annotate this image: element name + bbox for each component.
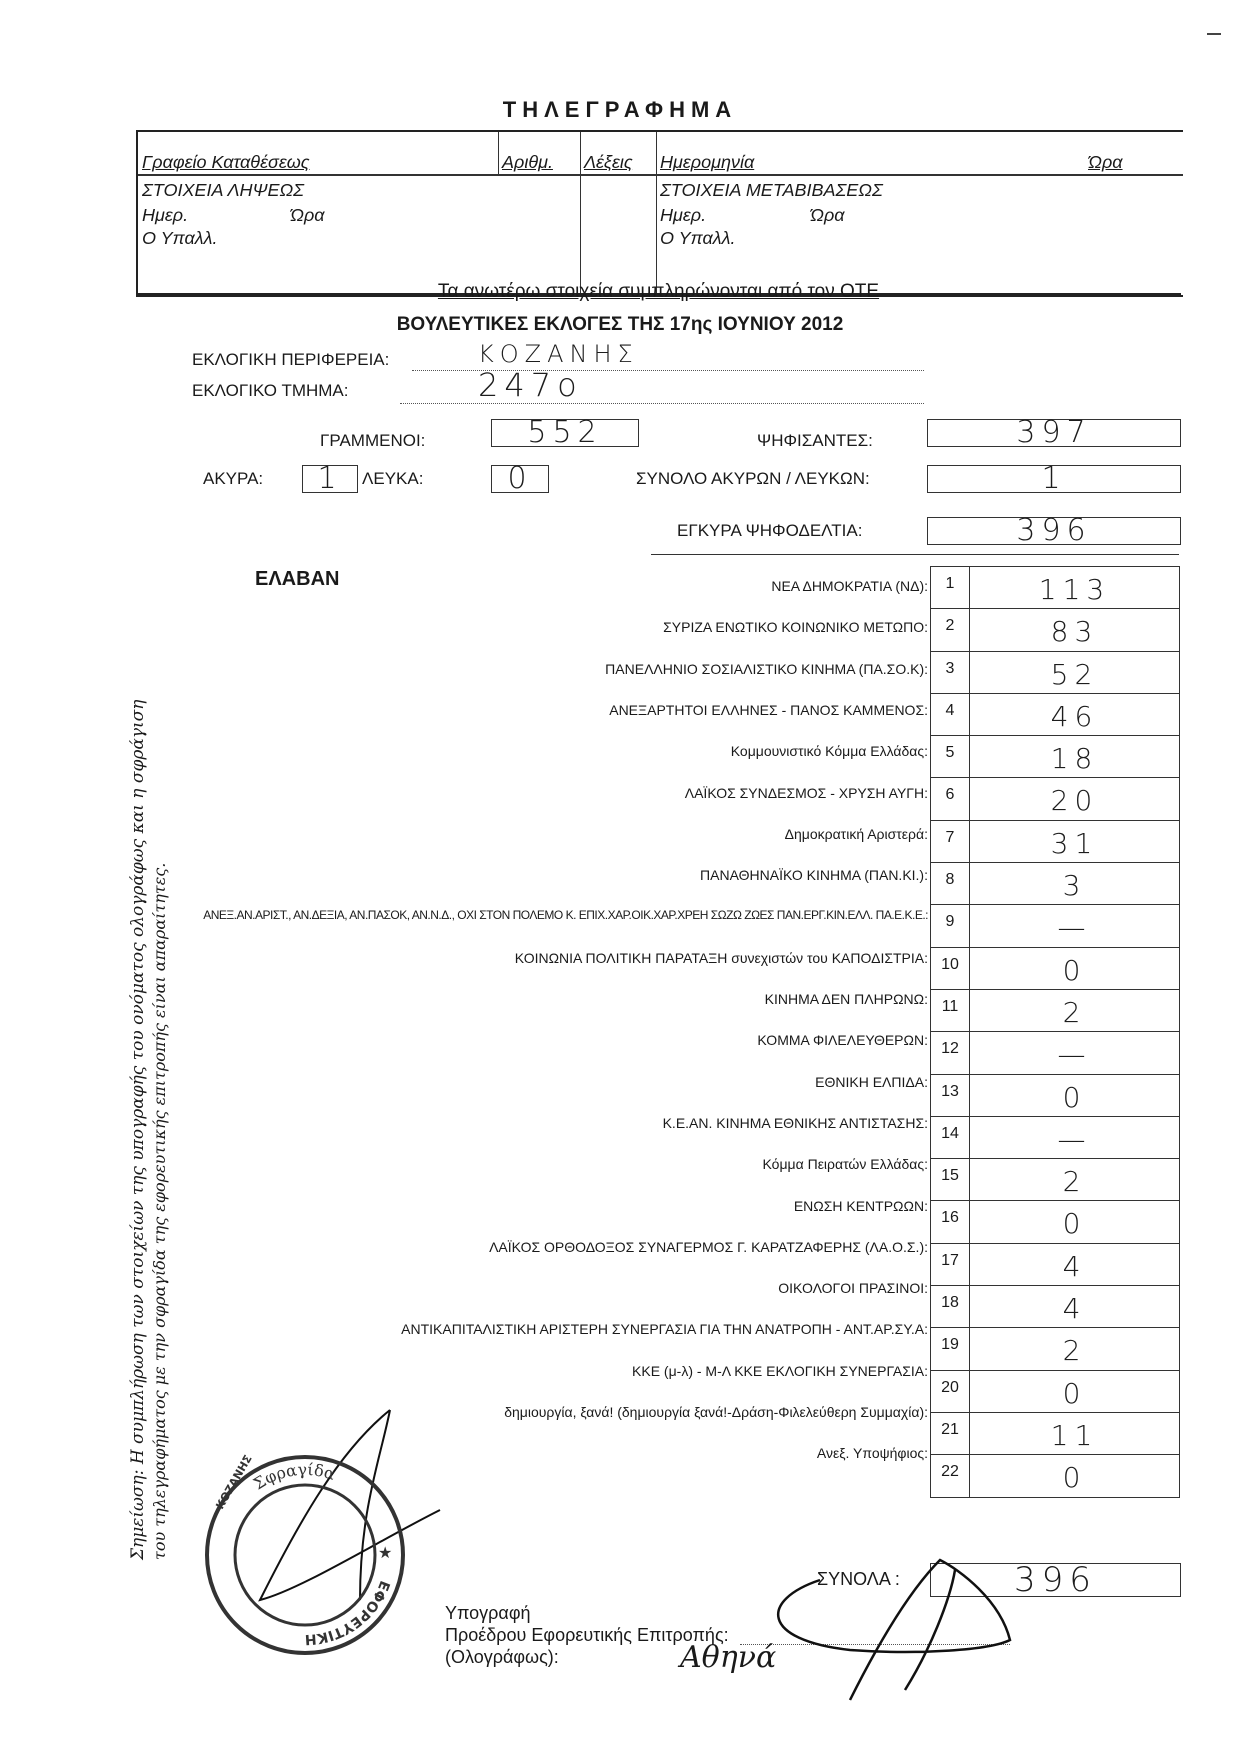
stamp-seal <box>200 1450 410 1660</box>
party-number: 4 <box>931 694 970 735</box>
party-name: ΑΝΤΙΚΑΠΙΤΑΛΙΣΤΙΚΗ ΑΡΙΣΤΕΡΗ ΣΥΝΕΡΓΑΣΙΑ ΓΙΑ ΤΗΝ ΑΝΑΤΡΟΠΗ - ΑΝΤ.ΑΡ.ΣΥ.Α: <box>401 1321 928 1338</box>
transmission-date-label: Ημερ. <box>660 205 707 225</box>
invalid-label: ΑΚΥΡΑ: <box>203 469 264 488</box>
stamp-text-top: Σφραγίδα <box>249 1459 338 1494</box>
valid-ballots-label: ΕΓΚΥΡΑ ΨΗΦΟΔΕΛΤΙΑ: <box>677 521 863 540</box>
party-name: Δημοκρατική Αριστερά: <box>784 825 928 842</box>
receipt-time-label: Ώρα <box>290 205 325 225</box>
election-title: ΒΟΥΛΕΥΤΙΚΕΣ ΕΚΛΟΓΕΣ ΤΗΣ 17ης ΙΟΥΝΙΟΥ 2012 <box>396 314 844 335</box>
region-label: ΕΚΛΟΓΙΚΗ ΠΕΡΙΦΕΡΕΙΑ: <box>192 350 390 369</box>
party-number: 20 <box>931 1371 970 1412</box>
party-name: ΛΑΪΚΟΣ ΣΥΝΔΕΣΜΟΣ - ΧΡΥΣΗ ΑΥΓΗ: <box>684 784 928 801</box>
signature-line3: (Ολογράφως): <box>445 1647 559 1667</box>
words-label: Λέξεις <box>584 152 633 172</box>
party-votes[interactable]: 3 <box>1062 869 1087 903</box>
party-name: ΑΝΕΞΑΡΤΗΤΟΙ ΕΛΛΗΝΕΣ - ΠΑΝΟΣ ΚΑΜΜΕΝΟΣ: <box>609 701 928 718</box>
section-label: ΕΚΛΟΓΙΚΟ ΤΜΗΜΑ: <box>192 381 349 400</box>
office-label: Γραφείο Καταθέσεως <box>142 152 310 172</box>
party-votes[interactable]: 4 <box>1062 1292 1087 1326</box>
party-name: ΑΝΕΞ.ΑΝ.ΑΡΙΣΤ., ΑΝ.ΔΕΞΙΑ, ΑΝ.ΠΑΣΟΚ, ΑΝ.Ν.Δ., ΟΧΙ ΣΤΟΝ ΠΟΛΕΜΟ Κ. ΕΠΙΧ.ΧΑΡ.ΟΙΚ.ΧΑΡ.ΧΡΕΗ ΣΩΖΩ ΖΩΕΣ ΠΑΝ.ΕΡΓ.ΚΙΝ.ΕΛΛ. ΠΑ.Ε.Κ.Ε.: <box>203 908 928 923</box>
party-name: ΛΑΪΚΟΣ ΟΡΘΟΔΟΞΟΣ ΣΥΝΑΓΕΡΜΟΣ Γ. ΚΑΡΑΤΖΑΦΕΡΗΣ (ΛΑ.Ο.Σ.): <box>489 1238 928 1255</box>
party-number: 5 <box>931 736 970 777</box>
party-votes[interactable]: — <box>1057 1122 1092 1156</box>
region-value[interactable]: ΚΟΖΑΝΗΣ <box>478 340 639 368</box>
party-number: 9 <box>931 905 970 946</box>
party-votes[interactable]: 20 <box>1050 784 1099 818</box>
party-votes[interactable]: 2 <box>1062 1165 1087 1199</box>
invalid-blank-total-label: ΣΥΝΟΛΟ ΑΚΥΡΩΝ / ΛΕΥΚΩΝ: <box>636 469 870 488</box>
receipt-date-label: Ημερ. <box>142 205 189 225</box>
date-label: Ημερομηνία <box>660 152 755 172</box>
party-name: ΚΟΙΝΩΝΙΑ ΠΟΛΙΤΙΚΗ ΠΑΡΑΤΑΞΗ συνεχιστών του ΚΑΠΟΔΙΣΤΡΙΑ: <box>514 949 928 966</box>
stamp-inner-ring <box>235 1485 375 1625</box>
party-number: 16 <box>931 1201 970 1242</box>
registered-value: 552 <box>527 415 603 450</box>
party-number: 8 <box>931 863 970 904</box>
party-number: 11 <box>931 990 970 1031</box>
star-icon: ★ <box>378 1545 393 1562</box>
party-number: 22 <box>931 1455 970 1496</box>
stamp-text-left: ΚΟΖΑΝΗΣ <box>213 1452 255 1512</box>
party-votes[interactable]: 2 <box>1062 995 1087 1029</box>
party-votes[interactable]: 4 <box>1062 1249 1087 1283</box>
signature-scribble <box>778 1560 1010 1700</box>
section-value[interactable]: 247ο <box>478 366 583 404</box>
ote-note-text: Τα ανωτέρω στοιχεία συμπληρώνονται από τον ΟΤΕ <box>437 281 880 302</box>
voted-value: 397 <box>1016 415 1092 450</box>
voted-label: ΨΗΦΙΣΑΝΤΕΣ: <box>757 431 873 450</box>
signature-line2: Προέδρου Εφορευτικής Επιτροπής: <box>445 1625 729 1645</box>
party-number: 2 <box>931 609 970 650</box>
party-name: ΚΟΜΜΑ ΦΙΛΕΛΕΥΘΕΡΩΝ: <box>757 1032 928 1049</box>
blank-value: 0 <box>507 461 533 496</box>
party-number: 18 <box>931 1286 970 1327</box>
side-note-line1: Σημείωση: Η συμπλήρωση των στοιχείων της υπογραφής του ονόματος ολογράφως και η σφράγιση <box>128 699 148 1560</box>
party-votes[interactable]: 0 <box>1062 1376 1087 1410</box>
party-name: ΟΙΚΟΛΟΓΟΙ ΠΡΑΣΙΝΟΙ: <box>778 1280 928 1297</box>
results-heading: ΕΛΑΒΑΝ <box>255 568 340 590</box>
party-votes[interactable]: — <box>1057 1038 1092 1072</box>
signature-handwritten-name[interactable]: Αθηνά <box>680 1640 777 1675</box>
party-votes[interactable]: 2 <box>1062 1334 1087 1368</box>
invalid-value: 1 <box>317 461 343 496</box>
party-number: 13 <box>931 1075 970 1116</box>
party-votes[interactable]: 0 <box>1062 1207 1087 1241</box>
party-name: Κόμμα Πειρατών Ελλάδας: <box>762 1156 928 1173</box>
time-label: Ώρα <box>1088 152 1123 172</box>
party-name: Κομμουνιστικό Κόμμα Ελλάδας: <box>730 743 928 760</box>
document-title: ΤΗΛΕΓΡΑΦΗΜΑ <box>502 97 738 122</box>
party-votes[interactable]: 11 <box>1050 1418 1099 1452</box>
party-number: 7 <box>931 821 970 862</box>
receipt-clerk-label: Ο Υπαλλ. <box>142 228 218 248</box>
party-number: 19 <box>931 1328 970 1369</box>
party-votes[interactable]: 0 <box>1062 1461 1087 1495</box>
party-votes[interactable]: — <box>1057 911 1092 945</box>
party-number: 17 <box>931 1244 970 1285</box>
party-name: ΚΙΝΗΜΑ ΔΕΝ ΠΛΗΡΩΝΩ: <box>764 991 928 1007</box>
stamp-text-bottom: ΕΦΟΡΕΥΤΙΚΗ <box>304 1578 393 1648</box>
signature-line1: Υπογραφή <box>445 1603 531 1623</box>
party-name: ΚΚΕ (μ-λ) - Μ-Λ ΚΚΕ ΕΚΛΟΓΙΚΗ ΣΥΝΕΡΓΑΣΙΑ: <box>632 1362 928 1379</box>
blank-label: ΛΕΥΚΑ: <box>362 469 424 488</box>
invalid-blank-total-value: 1 <box>1041 461 1067 496</box>
party-number: 21 <box>931 1413 970 1454</box>
party-name: Ανεξ. Υποψήφιος: <box>816 1445 928 1462</box>
party-name: ΕΝΩΣΗ ΚΕΝΤΡΩΩΝ: <box>793 1197 928 1214</box>
party-name: ΠΑΝΕΛΛΗΝΙΟ ΣΟΣΙΑΛΙΣΤΙΚΟ ΚΙΝΗΜΑ (ΠΑ.ΣΟ.Κ): <box>605 660 928 677</box>
transmission-time-label: Ώρα <box>810 205 845 225</box>
party-number: 3 <box>931 652 970 693</box>
party-number: 1 <box>931 567 970 608</box>
party-votes[interactable]: 18 <box>1050 742 1099 776</box>
party-number: 10 <box>931 948 970 989</box>
transmission-clerk-label: Ο Υπαλλ. <box>660 228 736 248</box>
party-name: ΕΘΝΙΚΗ ΕΛΠΙΔΑ: <box>815 1073 928 1090</box>
side-note-line2: του τηλεγραφήματος με την σφραγίδα της εφορευτικής επιτροπής είναι απαραίτητες. <box>150 862 169 1560</box>
valid-ballots-value: 396 <box>1016 513 1092 548</box>
party-name: ΠΑΝΑΘΗΝΑΪΚΟ ΚΙΝΗΜΑ (ΠΑΝ.ΚΙ.): <box>700 867 928 884</box>
receipt-heading: ΣΤΟΙΧΕΙΑ ΛΗΨΕΩΣ <box>142 180 304 200</box>
party-votes[interactable]: 52 <box>1050 657 1099 691</box>
number-label: Αριθμ. <box>502 152 553 172</box>
party-number: 14 <box>931 1117 970 1158</box>
party-votes[interactable]: 0 <box>1062 1080 1087 1114</box>
party-votes[interactable]: 83 <box>1050 615 1099 649</box>
party-number: 6 <box>931 778 970 819</box>
party-votes[interactable]: 113 <box>1038 573 1111 606</box>
party-votes[interactable]: 46 <box>1050 699 1099 733</box>
party-number: 15 <box>931 1159 970 1200</box>
corner-mark <box>1207 33 1221 35</box>
registered-label: ΓΡΑΜΜΕΝΟΙ: <box>320 431 426 450</box>
transmission-heading: ΣΤΟΙΧΕΙΑ ΜΕΤΑΒΙΒΑΣΕΩΣ <box>660 180 883 200</box>
totals-value: 396 <box>1014 1560 1097 1600</box>
party-votes[interactable]: 31 <box>1050 826 1099 860</box>
party-name: ΣΥΡΙΖΑ ΕΝΩΤΙΚΟ ΚΟΙΝΩΝΙΚΟ ΜΕΤΩΠΟ: <box>663 619 928 636</box>
totals-label: ΣΥΝΟΛΑ : <box>817 1569 900 1589</box>
party-name: ΝΕΑ ΔΗΜΟΚΡΑΤΙΑ (ΝΔ): <box>771 578 928 594</box>
party-number: 12 <box>931 1032 970 1073</box>
party-name: Κ.Ε.ΑΝ. ΚΙΝΗΜΑ ΕΘΝΙΚΗΣ ΑΝΤΙΣΤΑΣΗΣ: <box>662 1114 928 1131</box>
party-votes[interactable]: 0 <box>1062 953 1087 987</box>
party-name: δημιουργία, ξανά! (δημιουργία ξανά!-Δράση-Φιλελεύθερη Συμμαχία): <box>504 1404 928 1420</box>
